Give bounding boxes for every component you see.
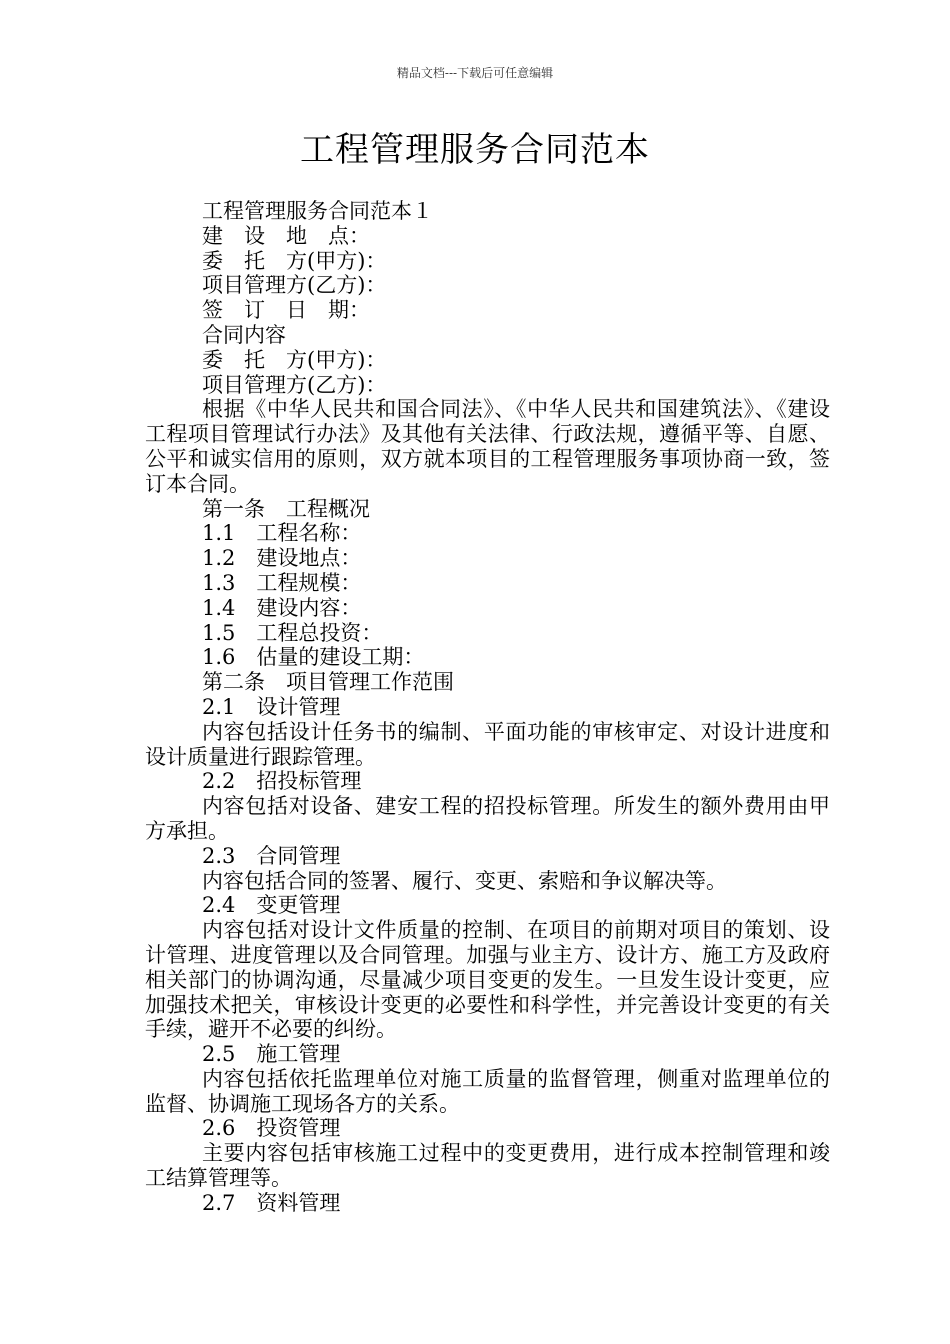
item-1-5: 1.5 工程总投资： [202, 620, 383, 645]
item-2-3-heading: 2.3 合同管理 [202, 843, 341, 868]
item-2-2-paragraph: 内容包括对设备、建安工程的招投标管理。所发生的额外费用由甲方承担。 [145, 794, 830, 843]
article-1-heading: 第一条 工程概况 [202, 496, 370, 521]
section-contract-content: 合同内容 [202, 322, 286, 347]
item-2-1-heading: 2.1 设计管理 [202, 694, 341, 719]
document-title: 工程管理服务合同范本 [300, 130, 650, 170]
article-2-heading: 第二条 项目管理工作范围 [202, 670, 454, 695]
item-2-5-paragraph: 内容包括依托监理单位对施工质量的监督管理，侧重对监理单位的监督、协调施工现场各方的关系。 [145, 1066, 830, 1116]
field-client-2: 委 托 方(甲方)： [202, 347, 387, 372]
item-2-6-heading: 2.6 投资管理 [202, 1116, 341, 1141]
item-2-2-heading: 2.2 招投标管理 [202, 769, 362, 794]
subtitle-line: 工程管理服务合同范本１ [202, 199, 433, 223]
item-2-7-heading: 2.7 资料管理 [202, 1190, 341, 1215]
item-1-4: 1.4 建设内容： [202, 595, 362, 620]
item-2-1-paragraph: 内容包括设计任务书的编制、平面功能的审核审定、对设计进度和设计质量进行跟踪管理。 [145, 719, 830, 769]
item-1-1: 1.1 工程名称： [202, 521, 362, 546]
item-2-5-heading: 2.5 施工管理 [202, 1042, 341, 1067]
preamble-paragraph: 根据《中华人民共和国合同法》、《中华人民共和国建筑法》、《建设工程项目管理试行办法》及其他有关法律、行政法规，遵循平等、自愿、公平和诚实信用的原则，双方就本项目的工程管理服务事项协商一致，签订本合同。 [145, 397, 830, 496]
field-build-location: 建 设 地 点： [202, 223, 370, 248]
field-manager-2: 项目管理方(乙方)： [202, 372, 387, 397]
field-sign-date: 签 订 日 期： [202, 298, 370, 323]
item-2-4-heading: 2.4 变更管理 [202, 893, 341, 918]
item-1-3: 1.3 工程规模： [202, 570, 362, 595]
item-2-3-paragraph: 内容包括合同的签署、履行、变更、索赔和争议解决等。 [202, 868, 727, 893]
item-1-6: 1.6 估量的建设工期： [202, 645, 425, 670]
header-note: 精品文档---下载后可任意编辑 [396, 66, 554, 80]
item-2-6-paragraph: 主要内容包括审核施工过程中的变更费用，进行成本控制管理和竣工结算管理等。 [145, 1141, 830, 1191]
document-body [145, 199, 830, 1216]
item-2-4-paragraph: 内容包括对设计文件质量的控制、在项目的前期对项目的策划、设计管理、进度管理以及合同管理。加强与业主方、设计方、施工方及政府相关部门的协调沟通，尽量减少项目变更的发生。一旦发生设计变更，应加强技术把关，审核设计变更的必要性和科学性，并完善设计变更的有关手续，避开不必要的纠纷。 [145, 918, 830, 1042]
field-manager: 项目管理方(乙方)： [202, 273, 387, 298]
item-1-2: 1.2 建设地点： [202, 546, 362, 571]
field-client: 委 托 方(甲方)： [202, 248, 387, 273]
